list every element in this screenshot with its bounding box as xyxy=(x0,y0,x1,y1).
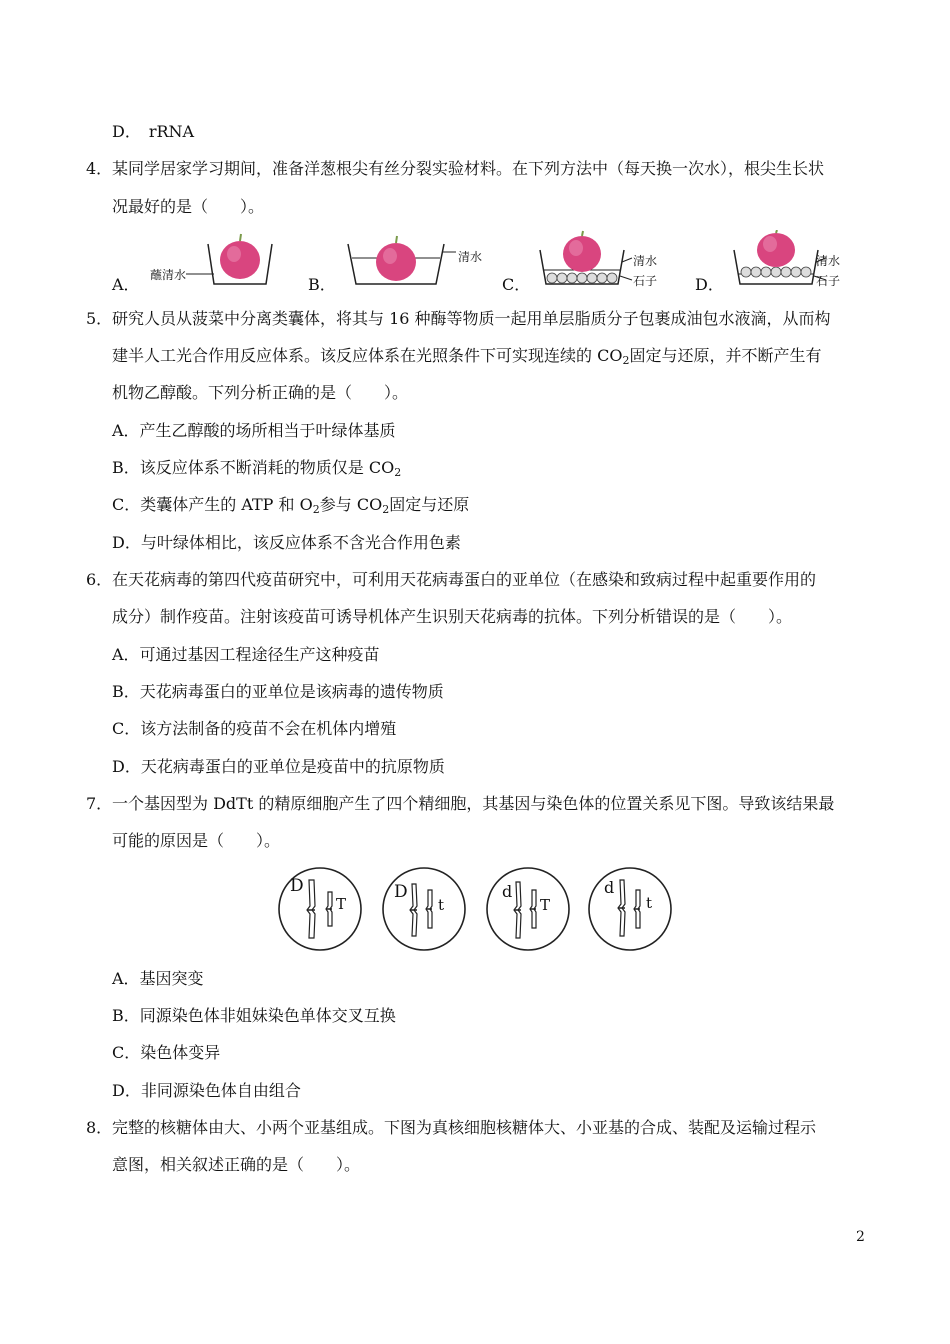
q5-number: 5． xyxy=(86,309,113,328)
q4-number: 4． xyxy=(86,159,113,178)
q4-option-c: C． xyxy=(502,275,531,294)
q5-stem-line3: 机物乙醇酸。下列分析正确的是（ ）。 xyxy=(112,383,409,402)
q7-number: 7． xyxy=(86,794,113,813)
q6-option-b: B．天花病毒蛋白的亚单位是该病毒的遗传物质 xyxy=(112,682,444,701)
q5-option-b: B．该反应体系不断消耗的物质仅是 $CO_2$ xyxy=(112,458,402,479)
q7-option-a: A．基因突变 xyxy=(112,969,204,988)
q6-number: 6． xyxy=(86,570,113,589)
q5-stem-line1: 研究人员从菠菜中分离类囊体，将其与 16 种酶等物质一起用单层脂质分子包裹成油包水液滴，从而构 xyxy=(112,309,831,328)
q7-cell-1 xyxy=(276,864,366,954)
q7-option-c: C．染色体变异 xyxy=(112,1043,221,1062)
q7-stem-line1: 一个基因型为 DdTt 的精原细胞产生了四个精细胞，其基因与染色体的位置关系见下图。导致该结果最 xyxy=(112,794,835,813)
q5-option-d: D．与叶绿体相比，该反应体系不含光合作用色素 xyxy=(112,533,461,552)
q6-option-a: A．可通过基因工程途径生产这种疫苗 xyxy=(112,645,380,664)
q7-cell-1-big-gene: D xyxy=(290,876,304,896)
q4-d-water-label: 清水 xyxy=(816,254,841,268)
q8-stem-line1: 完整的核糖体由大、小两个亚基组成。下图为真核细胞核糖体大、小亚基的合成、装配及运输过程示 xyxy=(112,1118,817,1137)
q4-d-stone-label: 石子 xyxy=(816,274,841,288)
q4-a-water-label: 蘸清水 xyxy=(150,268,187,282)
q6-option-d: D．天花病毒蛋白的亚单位是疫苗中的抗原物质 xyxy=(112,757,445,776)
page-number: 2 xyxy=(856,1229,865,1245)
q7-cell-4 xyxy=(586,864,676,954)
q4-option-a: A． xyxy=(112,275,140,294)
q6-stem-line1: 在天花病毒的第四代疫苗研究中，可利用天花病毒蛋白的亚单位（在感染和致病过程中起重要作用的 xyxy=(112,570,817,589)
q8-stem-line2: 意图，相关叙述正确的是（ ）。 xyxy=(112,1155,361,1174)
q4-stem-line2: 况最好的是（ ）。 xyxy=(112,197,265,216)
q7-cell-3-big-gene: d xyxy=(502,882,513,901)
q7-figure xyxy=(276,864,676,954)
q7-option-b: B．同源染色体非姐妹染色单体交叉互换 xyxy=(112,1006,396,1025)
q7-cell-2 xyxy=(380,864,470,954)
q7-cell-4-small-gene: t xyxy=(646,894,653,912)
q7-stem-line2: 可能的原因是（ ）。 xyxy=(112,831,281,850)
q6-stem-line2: 成分）制作疫苗。注射该疫苗可诱导机体产生识别天花病毒的抗体。下列分析错误的是（ ）。 xyxy=(112,607,793,626)
q6-option-c: C．该方法制备的疫苗不会在机体内增殖 xyxy=(112,719,397,738)
q7-cell-2-big-gene: D xyxy=(394,882,408,902)
q4-option-b: B． xyxy=(308,275,336,294)
q5-stem-line2: 建半人工光合作用反应体系。该反应体系在光照条件下可实现连续的 $CO_2$固定与还原，并不断产生有 xyxy=(112,346,822,367)
q7-cell-3 xyxy=(484,864,574,954)
q4-c-water-label: 清水 xyxy=(633,254,658,268)
q4-figure xyxy=(112,230,872,292)
q7-option-d: D．非同源染色体自由组合 xyxy=(112,1081,301,1100)
q8-number: 8． xyxy=(86,1118,113,1137)
q7-cell-4-big-gene: d xyxy=(604,878,615,897)
q4-c-stone-label: 石子 xyxy=(633,274,658,288)
q3-option-d: D． rRNA xyxy=(112,122,195,141)
q4-stem-line1: 某同学居家学习期间，准备洋葱根尖有丝分裂实验材料。在下列方法中（每天换一次水），根尖生长状 xyxy=(112,159,825,178)
q7-cell-3-small-gene: T xyxy=(540,896,551,914)
q5-option-a: A．产生乙醇酸的场所相当于叶绿体基质 xyxy=(112,421,396,440)
q7-cell-2-small-gene: t xyxy=(438,896,445,914)
q7-cell-1-small-gene: T xyxy=(336,895,347,913)
q5-option-c: C．类囊体产生的 ATP 和 $O_2$参与 $CO_2$固定与还原 xyxy=(112,495,470,516)
q4-option-d: D． xyxy=(695,275,724,294)
q4-b-water-label: 清水 xyxy=(458,250,483,264)
